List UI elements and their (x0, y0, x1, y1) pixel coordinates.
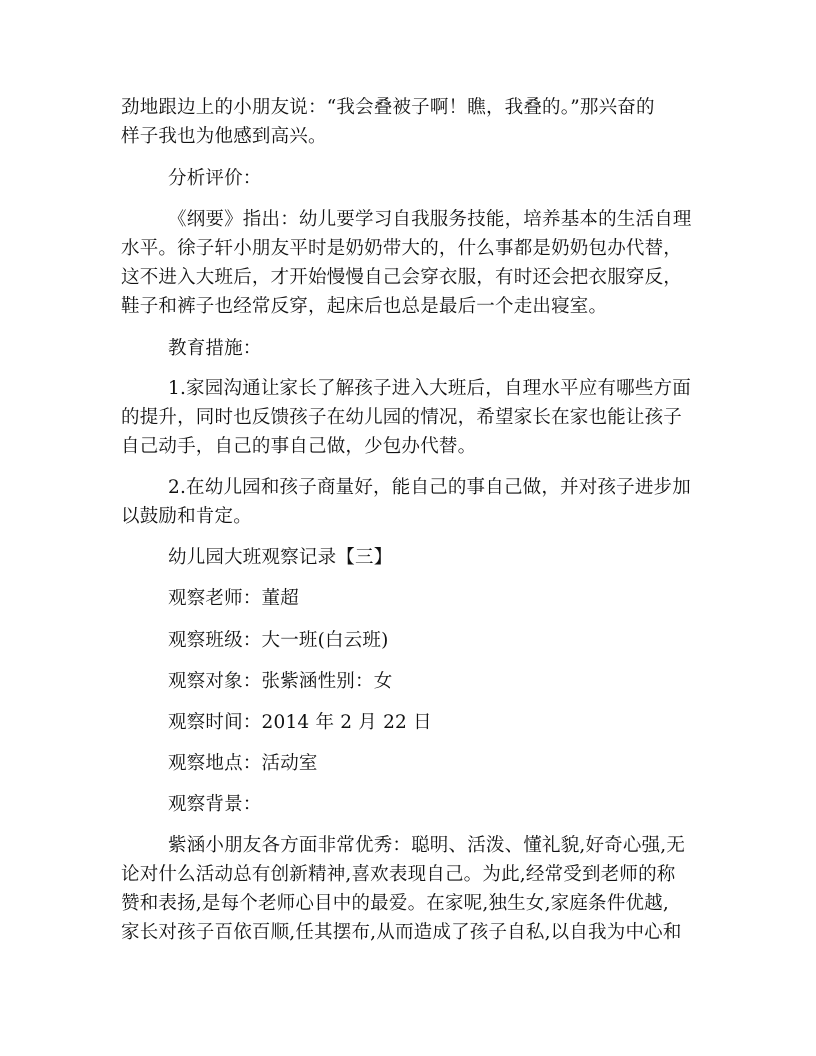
paragraph-line: 以鼓励和肯定。 (121, 506, 252, 527)
section-title: 幼儿园大班观察记录【三】 (168, 547, 393, 568)
record-field: 观察老师：董超 (168, 588, 299, 609)
paragraph-line: 样子我也为他感到高兴。 (121, 126, 327, 147)
paragraph-line: 1.家园沟通让家长了解孩子进入大班后，自理水平应有哪些方面 (168, 378, 691, 399)
paragraph-line: 鞋子和裤子也经常反穿，起床后也总是最后一个走出寝室。 (121, 296, 608, 317)
record-field: 观察时间：2014 年 2 月 22 日 (168, 712, 432, 733)
section-heading: 分析评价： (168, 168, 262, 189)
paragraph-line: 赞和表扬,是每个老师心目中的最爱。在家呢,独生女,家庭条件优越, (121, 893, 669, 914)
paragraph-line: 紫涵小朋友各方面非常优秀：聪明、活泼、懂礼貌,好奇心强,无 (168, 835, 686, 856)
paragraph-line: 劲地跟边上的小朋友说：“我会叠被子啊！瞧，我叠的。”那兴奋的 (121, 97, 655, 118)
paragraph-line: 的提升，同时也反馈孩子在幼儿园的情况，希望家长在家也能让孩子 (121, 407, 683, 428)
paragraph-line: 《纲要》指出：幼儿要学习自我服务技能，培养基本的生活自理 (168, 209, 692, 230)
section-heading: 观察背景： (168, 794, 262, 815)
record-field: 观察对象：张紫涵性别：女 (168, 671, 393, 692)
paragraph-line: 论对什么活动总有创新精神,喜欢表现自己。为此,经常受到老师的称 (121, 864, 676, 885)
paragraph-line: 2.在幼儿园和孩子商量好，能自己的事自己做，并对孩子进步加 (168, 477, 691, 498)
paragraph-line: 家长对孩子百依百顺,任其摆布,从而造成了孩子自私,以自我为中心和 (121, 922, 682, 943)
section-heading: 教育措施： (168, 338, 262, 359)
paragraph-line: 自己动手，自己的事自己做，少包办代替。 (121, 436, 477, 457)
record-field: 观察地点：活动室 (168, 753, 318, 774)
paragraph-line: 水平。徐子轩小朋友平时是奶奶带大的，什么事都是奶奶包办代替， (121, 238, 683, 259)
record-field: 观察班级：大一班(白云班) (168, 630, 389, 651)
paragraph-line: 这不进入大班后，才开始慢慢自己会穿衣服，有时还会把衣服穿反， (121, 267, 683, 288)
